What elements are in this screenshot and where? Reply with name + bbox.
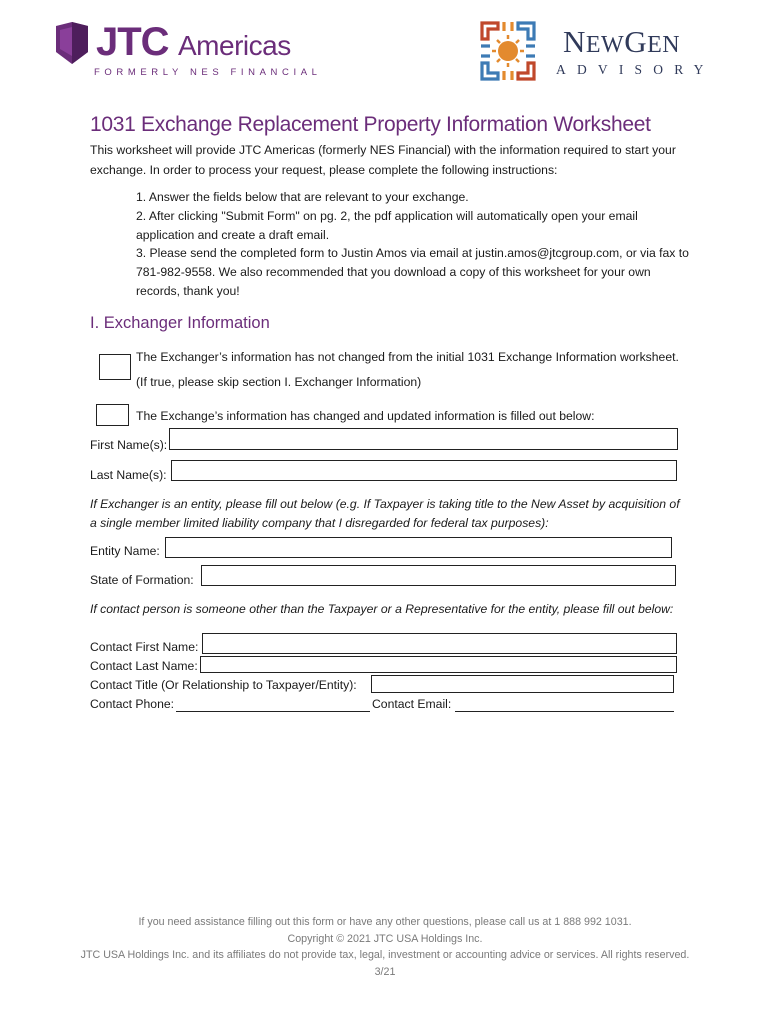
contact-last-name-label: Contact Last Name: — [90, 659, 198, 673]
option-info-changed-text: The Exchange’s information has changed and updated information is filled out below: — [136, 409, 595, 423]
footer-disclaimer-line: JTC USA Holdings Inc. and its affiliates do not provide tax, legal, investment or accounting advice or services. All rights reserved. 3/21 — [80, 949, 690, 978]
contact-email-label: Contact Email: — [372, 697, 452, 711]
jtc-formerly-text: FORMERLY NES FINANCIAL — [94, 67, 322, 78]
contact-email-field[interactable] — [455, 694, 674, 712]
contact-instructions: If contact person is someone other than the Taxpayer or a Representative for the entity, please fill out below: — [90, 602, 674, 616]
section-heading-exchanger: I. Exchanger Information — [90, 314, 270, 332]
newgen-letters-en: EN — [647, 32, 681, 58]
newgen-pattern-icon — [478, 19, 538, 83]
instruction-step-2: 2. After clicking "Submit Form" on pg. 2, the pdf application will automatically open your email application and create a draft email. — [136, 208, 638, 242]
newgen-letter-g: G — [624, 24, 648, 59]
contact-title-field[interactable] — [371, 675, 674, 693]
footer-assistance-line: If you need assistance filling out this form or have any other questions, please call us at 1 888 992 1031. — [138, 916, 632, 928]
first-name-label: First Name(s): — [90, 438, 168, 452]
entity-name-label: Entity Name: — [90, 544, 160, 558]
contact-first-name-field[interactable] — [202, 633, 677, 654]
contact-phone-field[interactable] — [176, 694, 370, 712]
contact-phone-label: Contact Phone: — [90, 697, 175, 711]
last-name-label: Last Name(s): — [90, 468, 167, 482]
state-of-formation-label: State of Formation: — [90, 573, 194, 587]
footer-copyright-line: Copyright © 2021 JTC USA Holdings Inc. — [287, 932, 483, 945]
instruction-step-3: 3. Please send the completed form to Justin Amos via email at justin.amos@jtcgroup.com, or via fax to 781-982-9558. We also recommended that you download a copy of this worksheet for your own records, thank you! — [136, 246, 689, 298]
entity-instructions: If Exchanger is an entity, please fill out below (e.g. If Taxpayer is taking title to the New Asset by acquisition of a single member limited liability company that I disregarded for federal tax purposes): — [90, 497, 680, 530]
newgen-letter-n: N — [563, 24, 586, 59]
newgen-advisory-text: ADVISORY — [556, 62, 715, 77]
contact-first-name-label: Contact First Name: — [90, 640, 199, 654]
checkbox-info-unchanged[interactable] — [99, 354, 131, 380]
intro-paragraph: This worksheet will provide JTC Americas (formerly NES Financial) with the information required to start your exchange. In order to process your request, please complete the following instructions: — [90, 143, 676, 177]
jtc-region-text: Americas — [178, 30, 291, 61]
page-footer — [70, 914, 700, 980]
page-title: 1031 Exchange Replacement Property Information Worksheet — [90, 113, 651, 136]
first-name-field[interactable] — [169, 428, 678, 450]
option-info-unchanged-text: The Exchanger’s information has not changed from the initial 1031 Exchange Information worksheet. (If true, please skip section I. Exchanger Information) — [136, 350, 679, 389]
jtc-americas-logo — [56, 20, 322, 82]
jtc-wordmark: JTC — [96, 20, 169, 64]
last-name-field[interactable] — [171, 460, 677, 481]
checkbox-info-changed[interactable] — [96, 404, 129, 426]
contact-last-name-field[interactable] — [200, 656, 677, 673]
state-of-formation-field[interactable] — [201, 565, 676, 586]
contact-title-label: Contact Title (Or Relationship to Taxpayer/Entity): — [90, 678, 357, 692]
instruction-step-1: 1. Answer the fields below that are relevant to your exchange. — [136, 190, 469, 204]
newgen-wordmark — [563, 25, 680, 62]
newgen-letters-ew: EW — [585, 32, 625, 58]
entity-name-field[interactable] — [165, 537, 672, 558]
jtc-shield-icon — [56, 22, 88, 64]
instruction-list — [136, 188, 691, 301]
